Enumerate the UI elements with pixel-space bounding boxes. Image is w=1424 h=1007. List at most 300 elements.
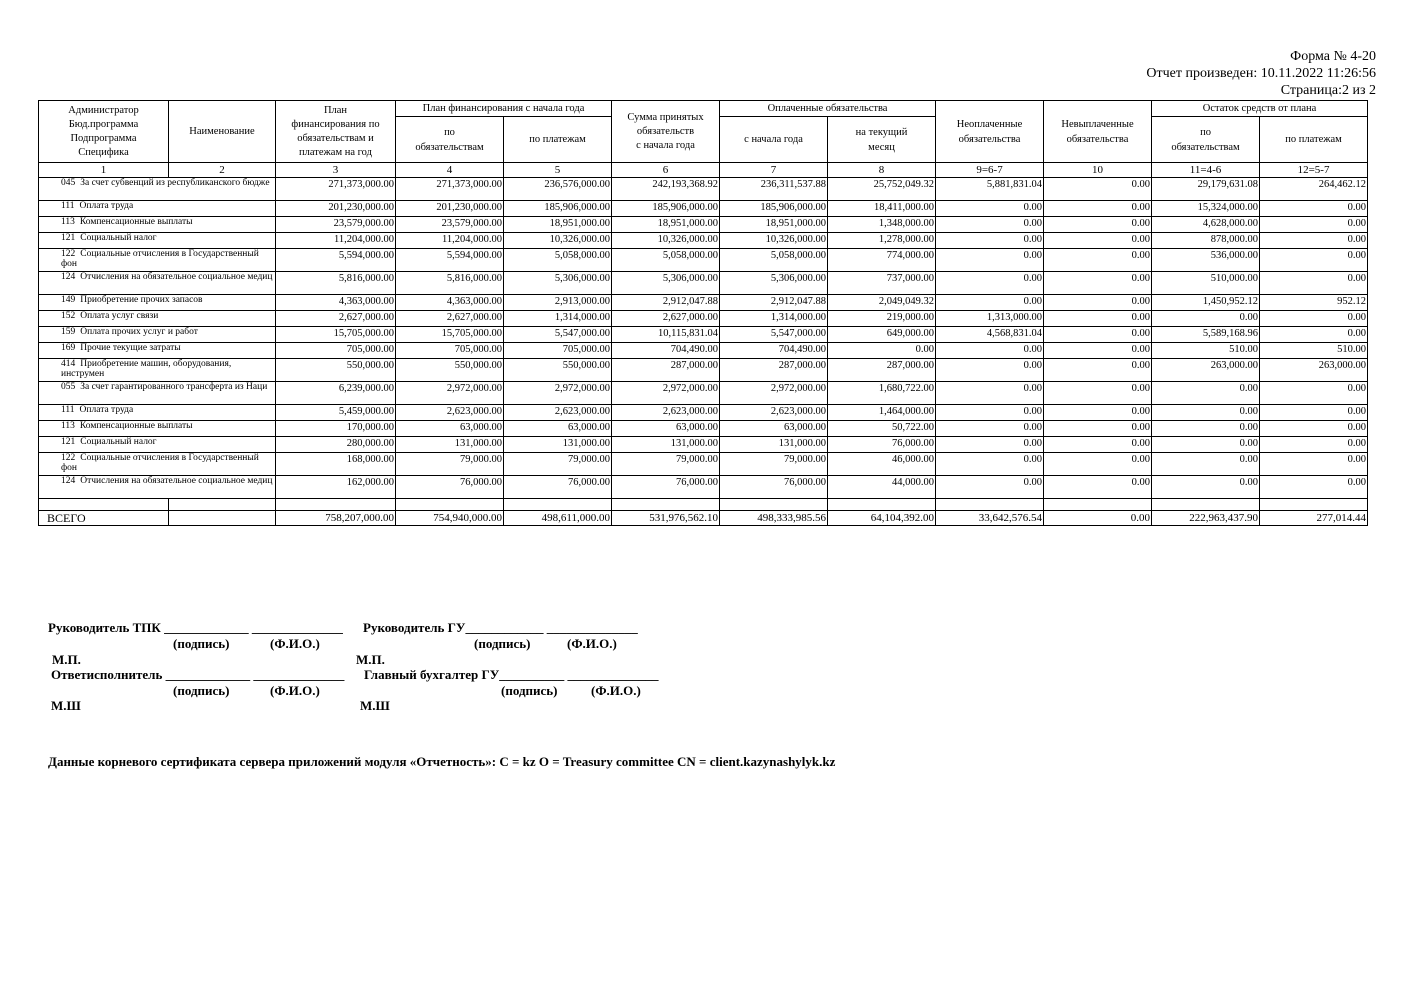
value-cell: 5,881,831.04 — [936, 178, 1044, 201]
row-code: 045 — [61, 178, 76, 188]
value-cell: 263,000.00 — [1152, 359, 1260, 382]
value-cell: 11,204,000.00 — [396, 233, 504, 249]
table-row — [39, 233, 1368, 249]
col-rem-obligations-header: по обязательствам — [1152, 117, 1260, 163]
value-cell: 0.00 — [1044, 359, 1152, 382]
value-cell: 5,058,000.00 — [612, 249, 720, 272]
value-cell: 2,972,000.00 — [504, 382, 612, 405]
value-cell: 0.00 — [1260, 217, 1368, 233]
value-cell: 536,000.00 — [1152, 249, 1260, 272]
table-row — [39, 249, 1368, 272]
col-rem-payments-header: по платежам — [1260, 117, 1368, 163]
report-header — [1146, 48, 1376, 99]
row-name-cell — [39, 311, 276, 327]
row-name-cell — [39, 437, 276, 453]
row-code: 124 — [61, 272, 76, 282]
value-cell: 6,239,000.00 — [276, 382, 396, 405]
value-cell: 0.00 — [1044, 453, 1152, 476]
value-cell: 0.00 — [1152, 476, 1260, 499]
value-cell: 131,000.00 — [720, 437, 828, 453]
spacer-row — [39, 499, 1368, 511]
signature-caption: (подпись) — [501, 683, 558, 698]
value-cell: 219,000.00 — [828, 311, 936, 327]
value-cell: 76,000.00 — [828, 437, 936, 453]
value-cell: 0.00 — [1044, 217, 1152, 233]
value-cell: 5,459,000.00 — [276, 405, 396, 421]
col-unpaid-header: Неоплаченные обязательства — [936, 101, 1044, 163]
column-number: 3 — [276, 163, 396, 178]
value-cell: 15,324,000.00 — [1152, 201, 1260, 217]
row-name-cell — [39, 453, 276, 476]
col-plan-from-start-header: План финансирования с начала года — [396, 101, 612, 117]
value-cell: 2,972,000.00 — [612, 382, 720, 405]
signature-caption: (подпись) — [173, 636, 230, 651]
row-name: Оплата услуг связи — [80, 311, 159, 321]
value-cell: 76,000.00 — [396, 476, 504, 499]
value-cell: 0.00 — [936, 343, 1044, 359]
value-cell: 162,000.00 — [276, 476, 396, 499]
signature-caption: (подпись) — [474, 636, 531, 651]
value-cell: 0.00 — [1044, 249, 1152, 272]
value-cell: 2,912,047.88 — [720, 295, 828, 311]
value-cell: 29,179,631.08 — [1152, 178, 1260, 201]
total-value-cell: 531,976,562.10 — [612, 511, 720, 526]
value-cell: 0.00 — [936, 249, 1044, 272]
value-cell: 0.00 — [1044, 201, 1152, 217]
certificate-info: Данные корневого сертификата сервера приложений модуля «Отчетность»: C = kz O = Treasury committee CN = client.kazynashylyk.kz — [48, 754, 836, 769]
value-cell: 4,363,000.00 — [396, 295, 504, 311]
value-cell: 0.00 — [1044, 233, 1152, 249]
value-cell: 0.00 — [1044, 327, 1152, 343]
row-code: 121 — [61, 233, 76, 243]
row-code: 122 — [61, 453, 76, 463]
col-unsettled-header: Невыплаченные обязательства — [1044, 101, 1152, 163]
row-name-cell — [39, 272, 276, 295]
col-by-obligations-header: по обязательствам — [396, 117, 504, 163]
report-timestamp: Отчет произведен: 10.11.2022 11:26:56 — [1146, 66, 1376, 81]
total-value-cell: 758,207,000.00 — [276, 511, 396, 526]
page-indicator: Страница:2 из 2 — [1280, 83, 1376, 98]
total-value-cell: 498,333,985.56 — [720, 511, 828, 526]
table-row — [39, 217, 1368, 233]
value-cell: 0.00 — [936, 476, 1044, 499]
value-cell: 0.00 — [936, 437, 1044, 453]
column-number: 5 — [504, 163, 612, 178]
value-cell: 11,204,000.00 — [276, 233, 396, 249]
value-cell: 185,906,000.00 — [612, 201, 720, 217]
value-cell: 79,000.00 — [720, 453, 828, 476]
value-cell: 0.00 — [1152, 311, 1260, 327]
value-cell: 2,627,000.00 — [612, 311, 720, 327]
value-cell: 0.00 — [1152, 437, 1260, 453]
column-number: 8 — [828, 163, 936, 178]
value-cell: 5,306,000.00 — [612, 272, 720, 295]
value-cell: 2,913,000.00 — [504, 295, 612, 311]
value-cell: 5,816,000.00 — [276, 272, 396, 295]
value-cell: 280,000.00 — [276, 437, 396, 453]
column-number: 9=6-7 — [936, 163, 1044, 178]
row-name: Социальный налог — [80, 233, 157, 243]
value-cell: 18,411,000.00 — [828, 201, 936, 217]
value-cell: 79,000.00 — [504, 453, 612, 476]
col-admin-header: Администратор Бюд.программа Подпрограмма Специфика — [39, 101, 169, 163]
table-row — [39, 476, 1368, 499]
value-cell: 1,450,952.12 — [1152, 295, 1260, 311]
stamp-mark: М.П. — [52, 652, 81, 667]
value-cell: 63,000.00 — [612, 421, 720, 437]
value-cell: 878,000.00 — [1152, 233, 1260, 249]
value-cell: 2,623,000.00 — [504, 405, 612, 421]
value-cell: 0.00 — [1152, 421, 1260, 437]
head-tpk-line: Руководитель ТПК _____________ ______________ — [48, 620, 343, 635]
value-cell: 704,490.00 — [720, 343, 828, 359]
value-cell: 15,705,000.00 — [396, 327, 504, 343]
column-number: 12=5-7 — [1260, 163, 1368, 178]
table-row — [39, 359, 1368, 382]
value-cell: 510,000.00 — [1152, 272, 1260, 295]
value-cell: 5,589,168.96 — [1152, 327, 1260, 343]
row-code: 055 — [61, 382, 76, 392]
col-remainder-header: Остаток средств от плана — [1152, 101, 1368, 117]
value-cell: 63,000.00 — [396, 421, 504, 437]
row-name-cell — [39, 327, 276, 343]
column-number: 4 — [396, 163, 504, 178]
row-name: Социальный налог — [80, 437, 157, 447]
row-name: Отчисления на обязательное социальное медиц — [80, 272, 273, 282]
value-cell: 0.00 — [936, 233, 1044, 249]
column-number: 11=4-6 — [1152, 163, 1260, 178]
row-name-cell — [39, 359, 276, 382]
value-cell: 774,000.00 — [828, 249, 936, 272]
report-table — [38, 100, 1368, 526]
value-cell: 0.00 — [1260, 437, 1368, 453]
value-cell: 4,363,000.00 — [276, 295, 396, 311]
head-gu-line: Руководитель ГУ____________ ______________ — [363, 620, 638, 635]
value-cell: 0.00 — [1152, 453, 1260, 476]
total-value-cell: 754,940,000.00 — [396, 511, 504, 526]
value-cell: 0.00 — [1044, 421, 1152, 437]
value-cell: 201,230,000.00 — [396, 201, 504, 217]
value-cell: 1,278,000.00 — [828, 233, 936, 249]
fio-caption: (Ф.И.О.) — [270, 636, 320, 651]
value-cell: 2,912,047.88 — [612, 295, 720, 311]
value-cell: 2,623,000.00 — [396, 405, 504, 421]
stamp-mark: М.П. — [356, 652, 385, 667]
row-name-cell — [39, 178, 276, 201]
value-cell: 2,627,000.00 — [396, 311, 504, 327]
value-cell: 242,193,368.92 — [612, 178, 720, 201]
value-cell: 10,326,000.00 — [720, 233, 828, 249]
value-cell: 10,326,000.00 — [612, 233, 720, 249]
value-cell: 2,972,000.00 — [396, 382, 504, 405]
row-name: Компенсационные выплаты — [79, 217, 193, 227]
value-cell: 1,348,000.00 — [828, 217, 936, 233]
executor-line: Ответисполнитель _____________ ______________ — [51, 667, 345, 682]
column-number: 2 — [169, 163, 276, 178]
value-cell: 550,000.00 — [276, 359, 396, 382]
value-cell: 5,306,000.00 — [720, 272, 828, 295]
col-accepted-header: Сумма принятых обязательств с начала года — [612, 101, 720, 163]
table-row — [39, 453, 1368, 476]
row-name-cell — [39, 343, 276, 359]
value-cell: 0.00 — [1044, 295, 1152, 311]
value-cell: 185,906,000.00 — [504, 201, 612, 217]
row-name: Приобретение прочих запасов — [80, 295, 203, 305]
value-cell: 1,464,000.00 — [828, 405, 936, 421]
value-cell: 0.00 — [1044, 311, 1152, 327]
row-code: 113 — [61, 421, 75, 431]
total-value-cell: 498,611,000.00 — [504, 511, 612, 526]
value-cell: 131,000.00 — [612, 437, 720, 453]
column-number: 10 — [1044, 163, 1152, 178]
column-number: 7 — [720, 163, 828, 178]
value-cell: 0.00 — [1260, 453, 1368, 476]
value-cell: 0.00 — [1152, 405, 1260, 421]
value-cell: 63,000.00 — [720, 421, 828, 437]
value-cell: 0.00 — [1260, 233, 1368, 249]
value-cell: 23,579,000.00 — [276, 217, 396, 233]
value-cell: 76,000.00 — [504, 476, 612, 499]
total-value-cell: 222,963,437.90 — [1152, 511, 1260, 526]
value-cell: 0.00 — [936, 272, 1044, 295]
table-row — [39, 343, 1368, 359]
value-cell: 649,000.00 — [828, 327, 936, 343]
value-cell: 0.00 — [1044, 272, 1152, 295]
value-cell: 1,680,722.00 — [828, 382, 936, 405]
row-name: Прочие текущие затраты — [80, 343, 181, 353]
value-cell: 63,000.00 — [504, 421, 612, 437]
value-cell: 131,000.00 — [504, 437, 612, 453]
value-cell: 201,230,000.00 — [276, 201, 396, 217]
table-row — [39, 201, 1368, 217]
value-cell: 0.00 — [936, 295, 1044, 311]
row-name: Социальные отчисления в Государственный фон — [61, 453, 259, 473]
row-name-cell — [39, 405, 276, 421]
row-code: 113 — [61, 217, 75, 227]
row-name-cell — [39, 249, 276, 272]
row-code: 111 — [61, 201, 75, 211]
value-cell: 5,594,000.00 — [396, 249, 504, 272]
row-name-cell — [39, 233, 276, 249]
row-name-cell — [39, 295, 276, 311]
value-cell: 15,705,000.00 — [276, 327, 396, 343]
value-cell: 0.00 — [936, 421, 1044, 437]
col-paid-from-start-header: с начала года — [720, 117, 828, 163]
col-by-payments-header: по платежам — [504, 117, 612, 163]
value-cell: 510.00 — [1152, 343, 1260, 359]
value-cell: 0.00 — [1044, 382, 1152, 405]
table-row — [39, 327, 1368, 343]
value-cell: 0.00 — [1260, 272, 1368, 295]
value-cell: 0.00 — [1044, 343, 1152, 359]
value-cell: 0.00 — [936, 359, 1044, 382]
total-row — [39, 511, 1368, 526]
value-cell: 0.00 — [828, 343, 936, 359]
row-code: 111 — [61, 405, 75, 415]
table-row — [39, 382, 1368, 405]
row-name: Компенсационные выплаты — [79, 421, 193, 431]
value-cell: 170,000.00 — [276, 421, 396, 437]
value-cell: 2,623,000.00 — [720, 405, 828, 421]
value-cell: 287,000.00 — [828, 359, 936, 382]
value-cell: 76,000.00 — [612, 476, 720, 499]
value-cell: 79,000.00 — [612, 453, 720, 476]
value-cell: 0.00 — [936, 453, 1044, 476]
value-cell: 4,628,000.00 — [1152, 217, 1260, 233]
value-cell: 4,568,831.04 — [936, 327, 1044, 343]
value-cell: 236,311,537.88 — [720, 178, 828, 201]
row-name: Оплата труда — [79, 405, 134, 415]
value-cell: 2,627,000.00 — [276, 311, 396, 327]
value-cell: 5,547,000.00 — [504, 327, 612, 343]
value-cell: 0.00 — [1260, 476, 1368, 499]
row-code: 124 — [61, 476, 76, 486]
row-code: 169 — [61, 343, 76, 353]
total-empty-cell — [169, 511, 276, 526]
row-code: 122 — [61, 249, 76, 259]
table-row — [39, 311, 1368, 327]
value-cell: 0.00 — [936, 405, 1044, 421]
value-cell: 2,972,000.00 — [720, 382, 828, 405]
row-name: Оплата труда — [79, 201, 134, 211]
value-cell: 79,000.00 — [396, 453, 504, 476]
value-cell: 50,722.00 — [828, 421, 936, 437]
row-code: 149 — [61, 295, 76, 305]
value-cell: 1,314,000.00 — [720, 311, 828, 327]
column-number: 1 — [39, 163, 169, 178]
value-cell: 0.00 — [1260, 421, 1368, 437]
value-cell: 168,000.00 — [276, 453, 396, 476]
value-cell: 0.00 — [1260, 327, 1368, 343]
value-cell: 25,752,049.32 — [828, 178, 936, 201]
value-cell: 0.00 — [1260, 382, 1368, 405]
value-cell: 263,000.00 — [1260, 359, 1368, 382]
value-cell: 2,049,049.32 — [828, 295, 936, 311]
value-cell: 0.00 — [1044, 405, 1152, 421]
value-cell: 705,000.00 — [276, 343, 396, 359]
value-cell: 287,000.00 — [720, 359, 828, 382]
value-cell: 0.00 — [1044, 178, 1152, 201]
fio-caption: (Ф.И.О.) — [270, 683, 320, 698]
column-number-row — [39, 163, 1368, 178]
value-cell: 236,576,000.00 — [504, 178, 612, 201]
value-cell: 510.00 — [1260, 343, 1368, 359]
value-cell: 46,000.00 — [828, 453, 936, 476]
value-cell: 737,000.00 — [828, 272, 936, 295]
row-name: Приобретение машин, оборудования, инструмен — [61, 359, 232, 379]
row-name: Отчисления на обязательное социальное медиц — [80, 476, 273, 486]
fio-caption: (Ф.И.О.) — [591, 683, 641, 698]
total-value-cell: 33,642,576.54 — [936, 511, 1044, 526]
value-cell: 0.00 — [1260, 201, 1368, 217]
table-row — [39, 295, 1368, 311]
row-name-cell — [39, 421, 276, 437]
value-cell: 0.00 — [1260, 405, 1368, 421]
value-cell: 5,058,000.00 — [720, 249, 828, 272]
value-cell: 10,326,000.00 — [504, 233, 612, 249]
value-cell: 0.00 — [936, 382, 1044, 405]
total-value-cell: 0.00 — [1044, 511, 1152, 526]
col-paid-header: Оплаченные обязательства — [720, 101, 936, 117]
value-cell: 44,000.00 — [828, 476, 936, 499]
value-cell: 76,000.00 — [720, 476, 828, 499]
fio-caption: (Ф.И.О.) — [567, 636, 617, 651]
row-name: За счет субвенций из республиканского бюджe — [80, 178, 270, 188]
value-cell: 2,623,000.00 — [612, 405, 720, 421]
row-name: Социальные отчисления в Государственный фон — [61, 249, 259, 269]
table-row — [39, 178, 1368, 201]
value-cell: 704,490.00 — [612, 343, 720, 359]
row-code: 414 — [61, 359, 76, 369]
value-cell: 1,313,000.00 — [936, 311, 1044, 327]
value-cell: 264,462.12 — [1260, 178, 1368, 201]
total-label: ВСЕГО — [39, 511, 169, 526]
value-cell: 0.00 — [936, 217, 1044, 233]
seal-mark: М.Ш — [360, 698, 390, 713]
row-code: 159 — [61, 327, 76, 337]
value-cell: 287,000.00 — [612, 359, 720, 382]
row-name-cell — [39, 201, 276, 217]
value-cell: 5,594,000.00 — [276, 249, 396, 272]
row-name-cell — [39, 382, 276, 405]
col-name-header: Наименование — [169, 101, 276, 163]
row-name: За счет гарантированного трансферта из Наци — [80, 382, 268, 392]
value-cell: 5,058,000.00 — [504, 249, 612, 272]
value-cell: 0.00 — [1260, 311, 1368, 327]
seal-mark: М.Ш — [51, 698, 81, 713]
value-cell: 271,373,000.00 — [396, 178, 504, 201]
signature-caption: (подпись) — [173, 683, 230, 698]
value-cell: 0.00 — [1152, 382, 1260, 405]
value-cell: 0.00 — [936, 201, 1044, 217]
value-cell: 10,115,831.04 — [612, 327, 720, 343]
value-cell: 18,951,000.00 — [612, 217, 720, 233]
table-row — [39, 421, 1368, 437]
total-value-cell: 277,014.44 — [1260, 511, 1368, 526]
value-cell: 0.00 — [1044, 437, 1152, 453]
total-value-cell: 64,104,392.00 — [828, 511, 936, 526]
table-row — [39, 272, 1368, 295]
value-cell: 0.00 — [1260, 249, 1368, 272]
value-cell: 18,951,000.00 — [504, 217, 612, 233]
value-cell: 0.00 — [1044, 476, 1152, 499]
column-number: 6 — [612, 163, 720, 178]
value-cell: 5,816,000.00 — [396, 272, 504, 295]
row-name-cell — [39, 476, 276, 499]
value-cell: 185,906,000.00 — [720, 201, 828, 217]
table-row — [39, 437, 1368, 453]
col-plan-header: План финансирования по обязательствам и платежам на год — [276, 101, 396, 163]
value-cell: 18,951,000.00 — [720, 217, 828, 233]
row-name: Оплата прочих услуг и работ — [80, 327, 198, 337]
value-cell: 705,000.00 — [396, 343, 504, 359]
value-cell: 5,306,000.00 — [504, 272, 612, 295]
chief-accountant-line: Главный бухгалтер ГУ__________ ______________ — [364, 667, 659, 682]
value-cell: 952.12 — [1260, 295, 1368, 311]
form-number: Форма № 4-20 — [1290, 49, 1376, 64]
value-cell: 550,000.00 — [396, 359, 504, 382]
col-paid-month-header: на текущий месяц — [828, 117, 936, 163]
table-row — [39, 405, 1368, 421]
value-cell: 1,314,000.00 — [504, 311, 612, 327]
value-cell: 131,000.00 — [396, 437, 504, 453]
value-cell: 705,000.00 — [504, 343, 612, 359]
row-code: 121 — [61, 437, 76, 447]
value-cell: 23,579,000.00 — [396, 217, 504, 233]
value-cell: 550,000.00 — [504, 359, 612, 382]
value-cell: 5,547,000.00 — [720, 327, 828, 343]
value-cell: 271,373,000.00 — [276, 178, 396, 201]
